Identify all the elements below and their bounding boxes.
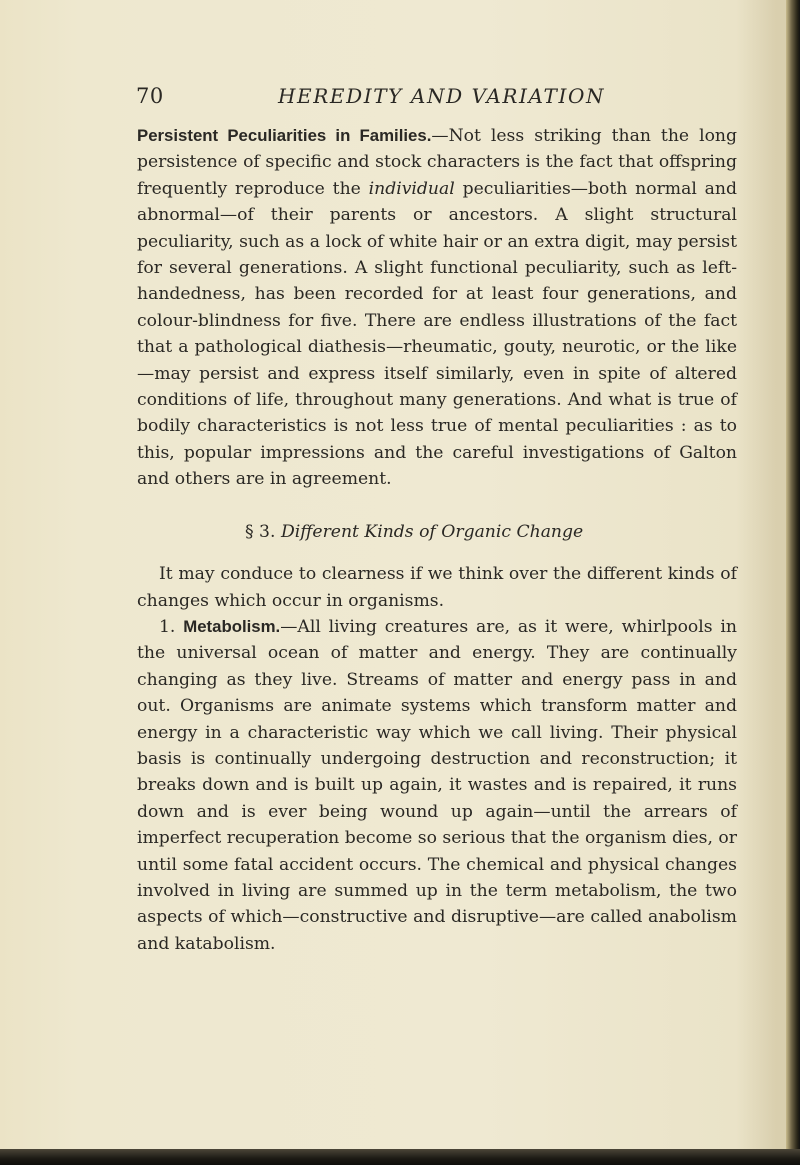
- book-edge-right: [786, 0, 800, 1165]
- book-edge-bottom: [0, 1149, 800, 1165]
- page-header: [0, 84, 800, 114]
- paragraph-metabolism: [137, 614, 737, 957]
- item-number: 1.: [159, 616, 176, 637]
- emphasis-text: individual: [368, 178, 455, 199]
- run-in-heading: Metabolism.: [183, 616, 281, 636]
- section-title: Different Kinds of Organic Change: [280, 521, 584, 542]
- paragraph-text: It may conduce to clearness if we think over the different kinds of changes which occur in organisms.: [137, 564, 737, 611]
- paragraph-text: peculiarities—both normal and abnormal—of their parents or ancestors. A slight structural peculiarity, such as a lock of white hair or an extra digit, may persist for several generations. A slight functional peculiarity, such as left-handedness, has been recorded for at least four generations, and colour-blindness for five. There are endless illustrations of the fact that a pathological diathesis—rheumatic, gouty, neurotic, or the like—may persist and express itself similarly, even in spite of altered conditions of life, throughout many generations. And what is true of bodily characteristics is not less true of mental peculiarities : as to this, popular impressions and the careful investigations of Galton and others are in agreement.: [137, 178, 737, 490]
- paragraph-persistent-peculiarities: [137, 123, 737, 493]
- running-title: HEREDITY AND VARIATION: [278, 84, 606, 108]
- paragraph-text: —Not less striking than the long persistence of specific and stock characters is the fact that offspring frequently reproduce the: [137, 126, 738, 199]
- page-number: 70: [136, 84, 164, 108]
- body-text: [137, 123, 737, 957]
- paragraph-intro: [137, 561, 737, 614]
- section-heading: [137, 519, 737, 545]
- section-number: § 3.: [245, 521, 276, 542]
- run-in-heading: Persistent Peculiarities in Families.: [137, 126, 432, 145]
- paragraph-text: —All living creatures are, as it were, whirlpools in the universal ocean of matter and energy. They are continually changing as they live. Streams of matter and energy pass in and out. Organisms are animate systems which transform matter and energy in a characteristic way which we call living. Their physical basis is continually undergoing destruction and reconstruction; it breaks down and is built up again, it wastes and is repaired, it runs down and is ever being wound up again—until the arrears of imperfect recuperation become so serious that the organism dies, or until some fatal accident occurs. The chemical and physical changes involved in living are summed up in the term metabolism, the two aspects of which—constructive and disruptive—are called anabolism and katabolism.: [137, 616, 737, 954]
